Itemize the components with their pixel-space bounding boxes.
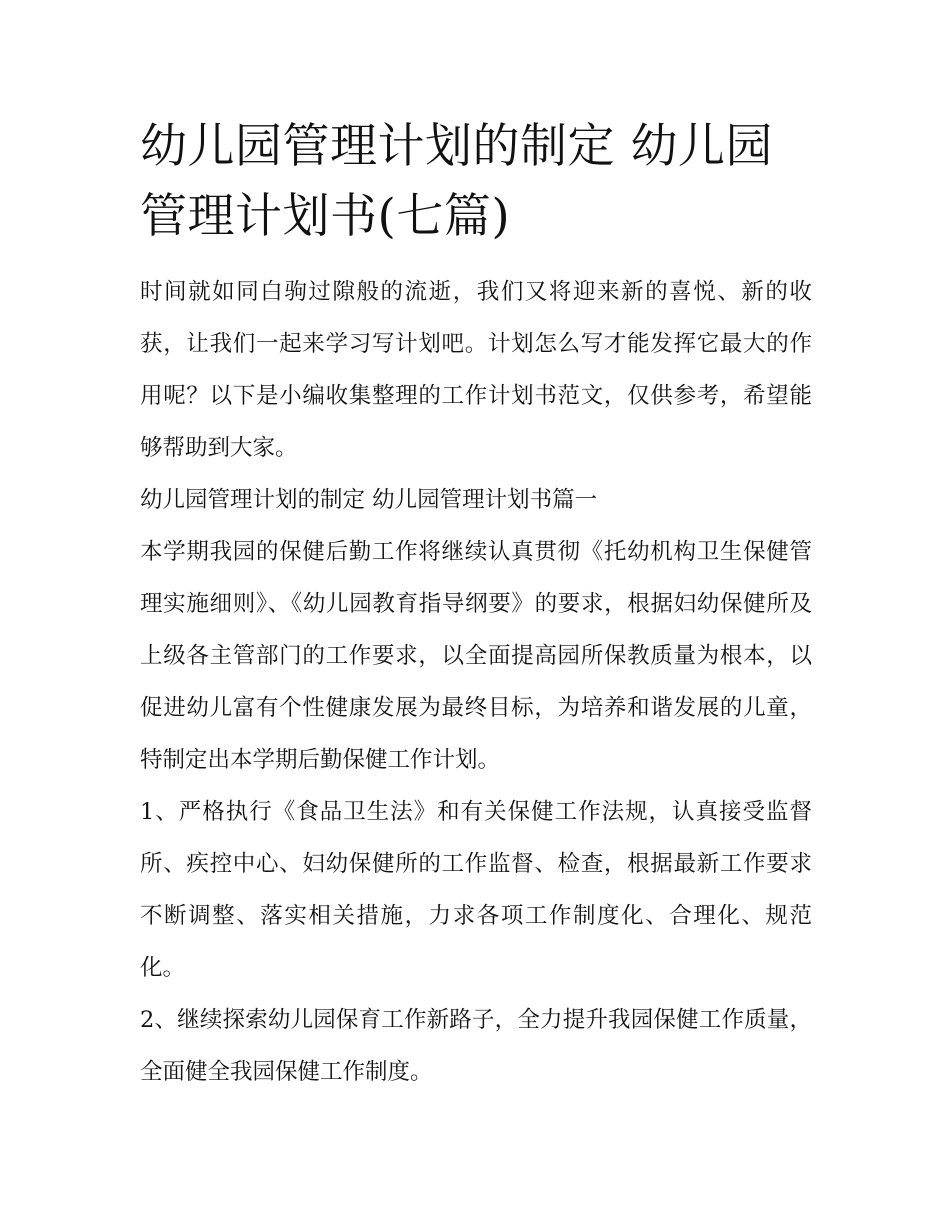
document-page [140, 112, 812, 1098]
document-body [140, 266, 812, 1098]
body-paragraph: 本学期我园的保健后勤工作将继续认真贯彻《托幼机构卫生保健管理实施细则》、《幼儿园教育指导纲要》的要求，根据妇幼保健所及上级各主管部门的工作要求，以全面提高园所保教质量为根本，以促进幼儿富有个性健康发展为最终目标，为培养和谐发展的儿童，特制定出本学期后勤保健工作计划。 [140, 539, 812, 773]
intro-paragraph: 时间就如同白驹过隙般的流逝，我们又将迎来新的喜悦、新的收获，让我们一起来学习写计划吧。计划怎么写才能发挥它最大的作用呢？以下是小编收集整理的工作计划书范文，仅供参考，希望能够帮助到大家。 [140, 279, 812, 461]
section-heading: 幼儿园管理计划的制定 幼儿园管理计划书篇一 [140, 487, 598, 513]
list-item-1: 1、严格执行《食品卫生法》和有关保健工作法规，认真接受监督所、疾控中心、妇幼保健所的工作监督、检查，根据最新工作要求不断调整、落实相关措施，力求各项工作制度化、合理化、规范化。 [140, 799, 812, 981]
list-item-2: 2、继续探索幼儿园保育工作新路子，全力提升我园保健工作质量，全面健全我园保健工作制度。 [140, 1007, 812, 1085]
document-title: 幼儿园管理计划的制定 幼儿园管理计划书(七篇) [140, 119, 773, 244]
